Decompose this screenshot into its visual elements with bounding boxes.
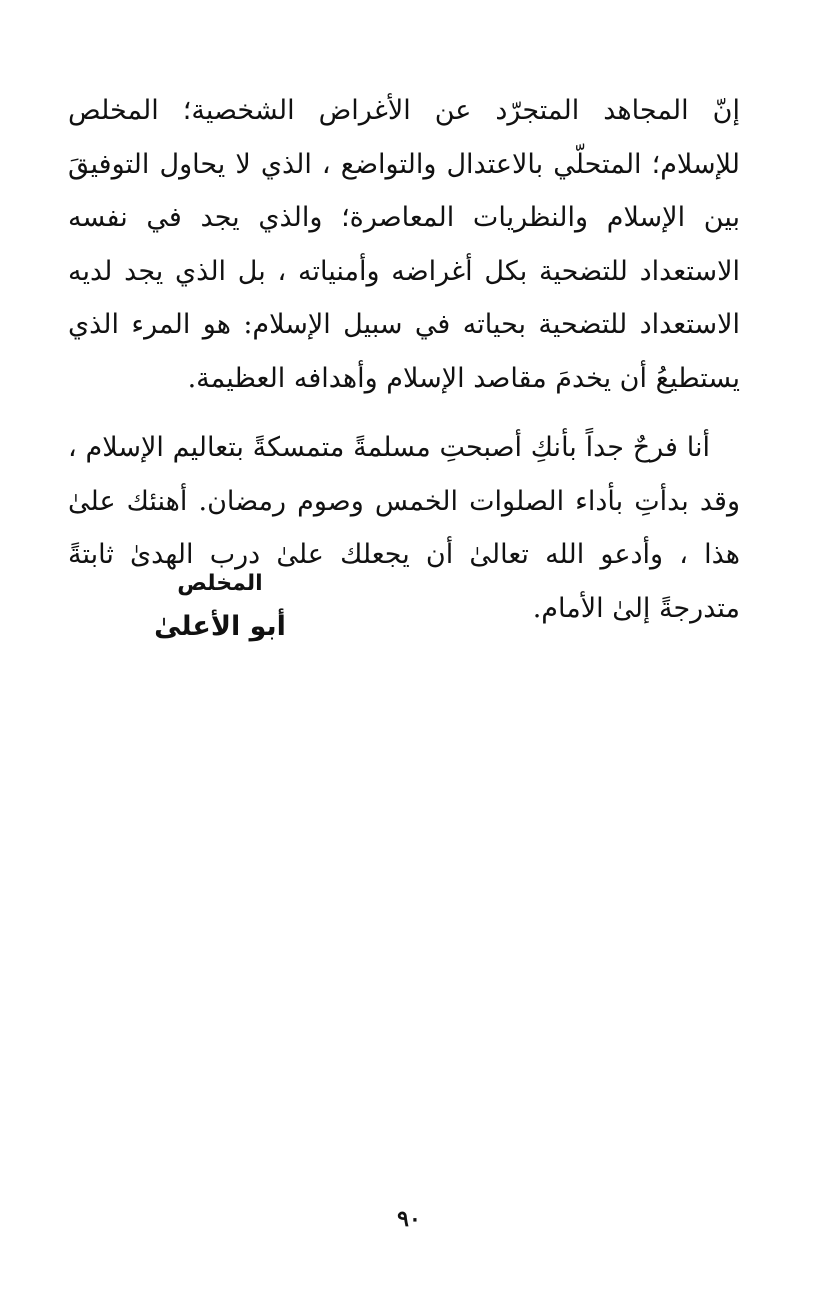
signature-name: أبو الأعلىٰ [154, 611, 286, 642]
page-number: ٩٠ [397, 1206, 421, 1232]
signature-block [140, 565, 300, 651]
paragraph-2: أنا فرحٌ جداً بأنكِ أصبحتِ مسلمةً متمسكةً بتعاليم الإسلام ، وقد بدأتِ بأداء الصلوات الخمس وصوم رمضان. أهنئك علىٰ هذا ، وأدعو الله تعالىٰ أن يجعلك علىٰ درب الهدىٰ ثابتةً متدرجةً إلىٰ الأمام. [68, 432, 740, 624]
signature-closing: المخلص [177, 571, 263, 596]
letter-body [68, 84, 740, 635]
paragraph-1: إنّ المجاهد المتجرّد عن الأغراض الشخصية؛ المخلص للإسلام؛ المتحلّي بالاعتدال والتواضع ، الذي لا يحاول التوفيقَ بين الإسلام والنظريات المعاصرة؛ والذي يجد في نفسه الاستعداد للتضحية بكل أغراضه وأمنياته ، بل الذي يجد لديه الاستعداد للتضحية بحياته في سبيل الإسلام: هو المرء الذي يستطيعُ أن يخدمَ مقاصد الإسلام وأهدافه العظيمة. [68, 95, 740, 394]
